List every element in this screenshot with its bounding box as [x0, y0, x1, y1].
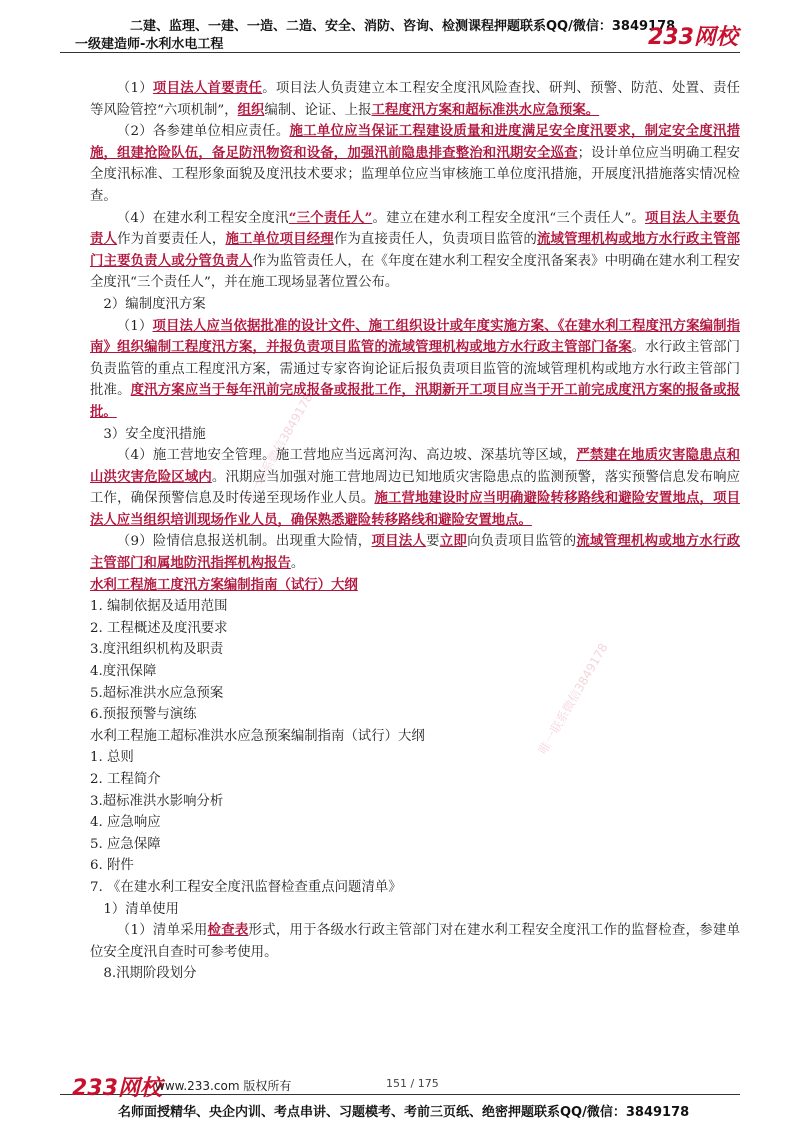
- list-item: 3.度汛组织机构及职责: [90, 642, 224, 658]
- list-item: 1. 总则: [90, 750, 134, 766]
- outline-title: 水利工程施工度汛方案编制指南（试行）大纲: [90, 576, 358, 593]
- list-item: 2. 工程概述及度汛要求: [90, 620, 228, 636]
- section-heading: 1）清单使用: [103, 901, 179, 917]
- paragraph: （2）各参建单位相应责任。施工单位应当保证工程建设质量和进度满足安全度汛要求，制定安全度汛措施，组建抢险队伍，备足防汛物资和设备，加强汛前隐患排查整治和汛期安全巡查；设计单位应当明确工程安全度汛标准、工程形象面貌及度汛技术要求；监理单位应当审核施工单位度汛措施，开展度汛措施落实情况检查。: [90, 123, 741, 204]
- list-item: 8.汛期阶段划分: [103, 966, 197, 982]
- list-item: 4. 应急响应: [90, 815, 161, 831]
- footer-rule: [60, 1094, 740, 1095]
- list-item: 6.预报预警与演练: [90, 707, 197, 723]
- list-item: 7. 《在建水利工程安全度汛监督检查重点问题清单》: [90, 879, 402, 895]
- list-item: 4.度汛保障: [90, 664, 157, 680]
- footer-site: www.233.com 版权所有: [155, 1079, 292, 1093]
- paragraph: （1）项目法人应当依据批准的设计文件、施工组织设计或年度实施方案、《在建水利工程度汛方案编制指南》组织编制工程度汛方案，并报负责项目监管的流域管理机构或地方水行政主管部门备案。水行政主管部门负责监管的重点工程度汛方案，需通过专家咨询论证后报负责项目监管的流域管理机构或地方水行政主管部门批准。度汛方案应当于每年汛前完成报备或报批工作，汛期新开工项目应当于开工前完成度汛方案的报备或报批。: [90, 317, 741, 420]
- paragraph: （9）险情信息报送机制。出现重大险情，项目法人要立即向负责项目监管的流域管理机构或地方水行政主管部门和属地防汛指挥机构报告。: [90, 533, 741, 572]
- page-number: 151 / 175: [386, 1077, 439, 1090]
- list-item: 5.超标准洪水应急预案: [90, 685, 224, 701]
- header-ad-line: 二建、监理、一建、一造、二造、安全、消防、咨询、检测课程押题联系QQ/微信：3849178: [130, 19, 676, 34]
- header-subtitle: 一级建造师-水利水电工程: [75, 37, 224, 52]
- section-heading: 3）安全度汛措施: [103, 426, 206, 442]
- list-item: 3.超标准洪水影响分析: [90, 793, 224, 809]
- paragraph: （4）施工营地安全管理。施工营地应当远离河沟、高边坡、深基坑等区域，严禁建在地质灾害隐患点和山洪灾害危险区域内。汛期应当加强对施工营地周边已知地质灾害隐患点的监测预警，落实预警信息发布响应工作，确保预警信息及时传递至现场作业人员。施工营地建设时应当明确避险转移路线和避险安置地点，项目法人应当组织培训现场作业人员，确保熟悉避险转移路线和避险安置地点。: [90, 447, 741, 528]
- list-item: 5. 应急保障: [90, 836, 161, 852]
- header-rule: [60, 52, 740, 53]
- outline-title: 水利工程施工超标准洪水应急预案编制指南（试行）大纲: [90, 728, 425, 744]
- document-body: [90, 78, 740, 985]
- footer-logo[interactable]: 233网校: [72, 1076, 162, 1101]
- list-item: 6. 附件: [90, 858, 134, 874]
- watermark: 唯一联系微信3849178: [240, 390, 316, 507]
- paragraph: （1）项目法人首要责任。项目法人负责建立本工程安全度汛风险查找、研判、预警、防范、处置、责任等风险管控“六项机制”，组织编制、论证、上报工程度汛方案和超标准洪水应急预案。: [90, 80, 740, 118]
- brand-logo[interactable]: 233网校: [648, 25, 738, 50]
- list-item: 2. 工程简介: [90, 772, 161, 787]
- paragraph: （1）清单采用检查表形式，用于各级水行政主管部门对在建水利工程安全度汛工作的监督检查，参建单位安全度汛自查时可参考使用。: [90, 922, 740, 960]
- footer-ad-line: 名师面授精华、央企内训、考点串讲、习题模考、考前三页纸、绝密押题联系QQ/微信：3849178: [118, 1105, 690, 1120]
- watermark: 唯一联系微信3849178: [535, 640, 611, 757]
- paragraph: （4）在建水利工程安全度汛“三个责任人”。建立在建水利工程安全度汛“三个责任人”。项目法人主要负责人作为首要责任人，施工单位项目经理作为直接责任人，负责项目监管的流域管理机构或地方水行政主管部门主要负责人或分管负责人作为监管责任人，在《年度在建水利工程安全度汛备案表》中明确在建水利工程安全度汛“三个责任人”，并在施工现场显著位置公布。: [90, 209, 741, 291]
- list-item: 1. 编制依据及适用范围: [90, 599, 228, 615]
- section-heading: 2）编制度汛方案: [103, 296, 206, 312]
